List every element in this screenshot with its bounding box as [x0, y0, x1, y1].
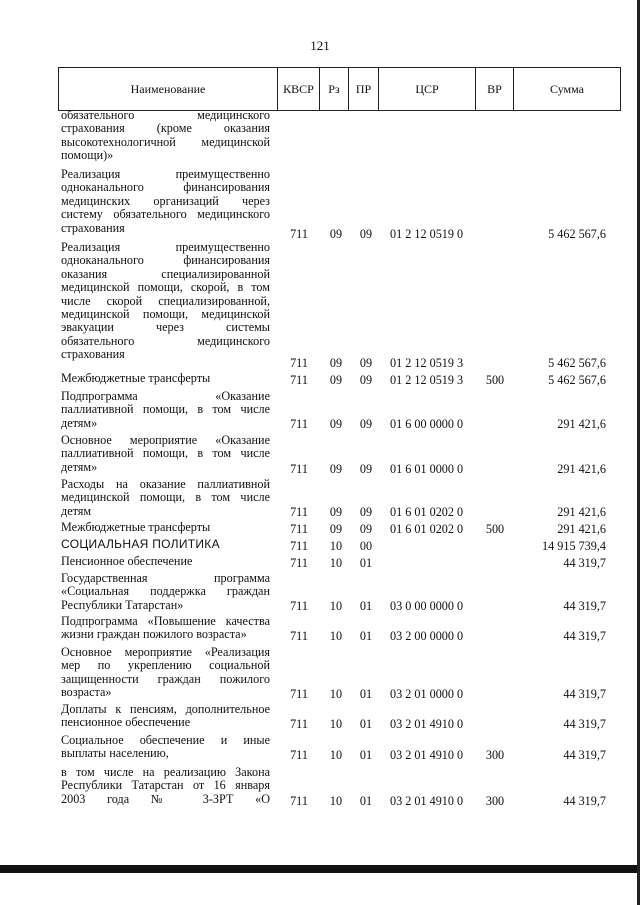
cell-pr: 01 [359, 793, 373, 808]
table-row [0, 434, 640, 476]
cell-kvsr: 711 [290, 555, 308, 570]
cell-pr: 09 [359, 226, 373, 241]
row-name [61, 538, 270, 551]
name-line: медицинской помощи, в том числе [61, 490, 270, 505]
cell-csr: 01 2 12 0519 0 [390, 226, 464, 241]
cell-pr: 09 [359, 355, 373, 370]
name-line: детям [61, 503, 92, 518]
name-line: медицинской помощи, скорой, в том [61, 280, 270, 295]
table-row [0, 168, 640, 241]
row-name [61, 734, 270, 761]
cell-rz: 09 [329, 521, 343, 536]
name-line: страхования (кроме оказания [61, 121, 270, 136]
name-line: Межбюджетные трансферты [61, 520, 211, 534]
table-row [0, 703, 640, 731]
cell-csr: 01 2 12 0519 3 [390, 372, 464, 387]
cell-csr: 03 0 00 0000 0 [390, 598, 464, 613]
name-line: Подпрограмма «Оказание [61, 389, 270, 403]
cell-sum: 291 421,6 [557, 461, 606, 476]
cell-sum: 5 462 567,6 [548, 372, 606, 387]
cell-rz: 09 [329, 355, 343, 370]
name-line: эвакуации через системы [61, 320, 270, 335]
name-line: страхования [61, 220, 125, 235]
name-line: Доплаты к пенсиям, дополнительное [61, 702, 270, 716]
cell-pr: 01 [359, 747, 373, 762]
name-line: в том числе на реализацию Закона [61, 765, 270, 779]
cell-kvsr: 711 [290, 372, 308, 387]
name-line: высокотехнологичной медицинской [61, 134, 270, 149]
cell-kvsr: 711 [290, 686, 308, 701]
cell-csr: 03 2 00 0000 0 [390, 628, 464, 643]
name-line: пенсионное обеспечение [61, 715, 191, 730]
cell-kvsr: 711 [290, 598, 308, 613]
cell-pr: 09 [359, 461, 373, 476]
cell-csr: 01 6 00 0000 0 [390, 416, 464, 431]
cell-pr: 09 [359, 372, 373, 387]
name-line: обязательного медицинского [61, 108, 270, 122]
name-line: мер по укреплению социальной [61, 658, 270, 673]
cell-csr: 03 2 01 4910 0 [390, 716, 464, 731]
table-row [0, 555, 640, 570]
cell-sum: 5 462 567,6 [548, 226, 606, 241]
cell-rz: 09 [329, 504, 343, 519]
name-line: оказания специализированной [61, 266, 270, 281]
name-line: Межбюджетные трансферты [61, 371, 211, 385]
cell-sum: 291 421,6 [557, 504, 606, 519]
name-line: Реализация преимущественно [61, 167, 270, 181]
cell-kvsr: 711 [290, 747, 308, 762]
name-line: систему обязательного медицинского [61, 207, 270, 222]
cell-kvsr: 711 [290, 226, 308, 241]
name-line: 2003 года № 3-ЗРТ «О [61, 791, 270, 806]
cell-rz: 09 [329, 226, 343, 241]
cell-rz: 10 [329, 538, 343, 553]
name-line: жизни граждан пожилого возраста» [61, 627, 247, 642]
cell-pr: 01 [359, 686, 373, 701]
name-line: паллиативной помощи, в том числе [61, 446, 270, 461]
cell-pr: 09 [359, 521, 373, 536]
cell-pr: 09 [359, 504, 373, 519]
cell-csr: 01 2 12 0519 3 [390, 355, 464, 370]
name-line: детям» [61, 415, 98, 430]
cell-csr: 01 6 01 0202 0 [390, 504, 464, 519]
name-line: детям» [61, 459, 98, 474]
name-line: Республики Татарстан» [61, 597, 184, 612]
table-row [0, 521, 640, 536]
header-csr: ЦСР [379, 68, 476, 110]
cell-kvsr: 711 [290, 416, 308, 431]
cell-kvsr: 711 [290, 461, 308, 476]
name-line: одноканального финансирования [61, 180, 270, 195]
table-row [0, 572, 640, 613]
cell-kvsr: 711 [290, 521, 308, 536]
name-line: Основное мероприятие «Реализация [61, 645, 270, 659]
name-line: возраста» [61, 685, 112, 700]
cell-csr: 01 6 01 0202 0 [390, 521, 464, 536]
name-line: выплаты населению, [61, 746, 169, 761]
row-name [61, 109, 270, 163]
name-line: «Социальная поддержка граждан [61, 584, 270, 599]
cell-sum: 44 319,7 [563, 793, 606, 808]
name-line: одноканального финансирования [61, 253, 270, 268]
cell-rz: 10 [329, 686, 343, 701]
row-name [61, 646, 270, 700]
cell-kvsr: 711 [290, 628, 308, 643]
name-line: Подпрограмма «Повышение качества [61, 614, 270, 628]
table-row [0, 734, 640, 762]
row-name [61, 478, 270, 518]
header-pr: ПР [349, 68, 379, 110]
cell-csr: 03 2 01 4910 0 [390, 793, 464, 808]
cell-kvsr: 711 [290, 716, 308, 731]
table-row [0, 646, 640, 701]
name-line: обязательного медицинского [61, 333, 270, 348]
name-line: страхования [61, 347, 125, 362]
cell-sum: 44 319,7 [563, 747, 606, 762]
cell-sum: 44 319,7 [563, 686, 606, 701]
name-line: помощи)» [61, 148, 114, 163]
table-row [0, 538, 640, 553]
cell-kvsr: 711 [290, 793, 308, 808]
row-name [61, 241, 270, 362]
table-row [0, 372, 640, 387]
name-line: медицинских организаций через [61, 193, 270, 208]
row-name [61, 390, 270, 430]
name-line: Пенсионное обеспечение [61, 554, 193, 568]
cell-pr: 01 [359, 628, 373, 643]
cell-vr: 500 [485, 521, 505, 536]
table-row [0, 390, 640, 431]
row-name [61, 703, 270, 730]
cell-sum: 44 319,7 [563, 555, 606, 570]
cell-kvsr: 711 [290, 355, 308, 370]
row-name [61, 372, 270, 385]
cell-sum: 44 319,7 [563, 716, 606, 731]
cell-rz: 09 [329, 372, 343, 387]
header-sum: Сумма [550, 82, 584, 96]
name-line: Социальное обеспечение и иные [61, 733, 270, 747]
cell-kvsr: 711 [290, 504, 308, 519]
cell-sum: 44 319,7 [563, 628, 606, 643]
cell-rz: 10 [329, 555, 343, 570]
cell-sum: 14 915 739,4 [542, 538, 606, 553]
page-number: 121 [310, 38, 330, 53]
cell-sum: 5 462 567,6 [548, 355, 606, 370]
row-name [61, 168, 270, 235]
header-rz: Рз [320, 68, 349, 110]
cell-csr: 03 2 01 0000 0 [390, 686, 464, 701]
cell-vr: 300 [485, 747, 505, 762]
table-row [0, 615, 640, 643]
cell-csr: 03 2 01 4910 0 [390, 747, 464, 762]
cell-vr: 500 [485, 372, 505, 387]
cell-pr: 00 [359, 538, 373, 553]
cell-vr: 300 [485, 793, 505, 808]
table-row [0, 766, 640, 808]
cell-pr: 01 [359, 598, 373, 613]
cell-pr: 01 [359, 716, 373, 731]
row-name [61, 615, 270, 642]
cell-rz: 10 [329, 628, 343, 643]
row-name [61, 766, 270, 806]
cell-sum: 291 421,6 [557, 521, 606, 536]
name-line: защищенности граждан пожилого [61, 671, 270, 686]
header-kvsr: КВСР [278, 68, 320, 110]
cell-rz: 10 [329, 747, 343, 762]
header-name: Наименование [59, 68, 278, 110]
row-name [61, 555, 270, 568]
row-name [61, 572, 270, 612]
cell-kvsr: 711 [290, 538, 308, 553]
cell-rz: 10 [329, 716, 343, 731]
name-line: СОЦИАЛЬНАЯ ПОЛИТИКА [61, 537, 220, 551]
table-row [0, 109, 640, 163]
table-row [0, 478, 640, 519]
name-line: Расходы на оказание паллиативной [61, 477, 270, 491]
table-row [0, 241, 640, 370]
name-line: числе скорой специализированной, [61, 293, 270, 308]
name-line: Государственная программа [61, 571, 270, 585]
cell-pr: 01 [359, 555, 373, 570]
name-line: Республики Татарстан от 16 января [61, 778, 270, 793]
cell-rz: 10 [329, 598, 343, 613]
row-name [61, 434, 270, 474]
cell-sum: 44 319,7 [563, 598, 606, 613]
row-name [61, 521, 270, 534]
name-line: паллиативной помощи, в том числе [61, 402, 270, 417]
name-line: Основное мероприятие «Оказание [61, 433, 270, 447]
cell-sum: 291 421,6 [557, 416, 606, 431]
cell-rz: 09 [329, 416, 343, 431]
scan-bottom-border [0, 865, 640, 873]
cell-rz: 10 [329, 793, 343, 808]
header-vr: ВР [476, 68, 514, 110]
cell-csr: 01 6 01 0000 0 [390, 461, 464, 476]
table-header [58, 67, 621, 111]
cell-pr: 09 [359, 416, 373, 431]
name-line: медицинской помощи, медицинской [61, 307, 270, 322]
cell-rz: 09 [329, 461, 343, 476]
name-line: Реализация преимущественно [61, 240, 270, 254]
